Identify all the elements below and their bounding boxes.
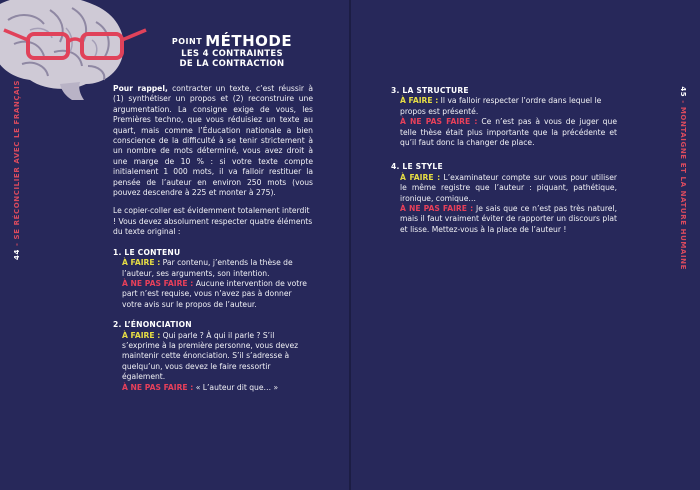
anepas-block — [400, 204, 617, 235]
running-head-right — [679, 70, 696, 270]
anepas-label: À NE PAS FAIRE : — [400, 204, 474, 214]
anepas-text: « L’auteur dit que… » — [193, 382, 279, 392]
anepas-label: À NE PAS FAIRE : — [400, 117, 478, 127]
anepas-block — [122, 383, 313, 393]
method-title — [162, 34, 302, 49]
right-column — [391, 86, 617, 235]
method-box — [162, 34, 302, 68]
afaire-block — [400, 96, 617, 117]
anepas-text: Aucune intervention de votre part n’est requise, vous n’avez pas à donner votre avis sur le propos de l’auteur. — [122, 278, 307, 309]
section-title: 1. LE CONTENU — [113, 247, 181, 257]
anepas-block — [122, 279, 313, 310]
running-head-title-left: SE RÉCONCILIER AVEC LE FRANÇAIS — [13, 80, 21, 240]
section-title: 3. LA STRUCTURE — [391, 86, 469, 95]
anepas-label: À NE PAS FAIRE : — [122, 382, 194, 392]
section-enonciation — [113, 320, 313, 393]
intro-lead: Pour rappel, — [113, 84, 168, 93]
afaire-label: À FAIRE : — [122, 330, 161, 340]
running-head-separator: - — [13, 239, 21, 250]
afaire-block — [400, 173, 617, 204]
afaire-text: Qui parle ? À qui il parle ? S’il s’exprime à la première personne, vous devez maintenir cette énonciation. S’il s’adresse à quelqu’un, vous devez le faire ressortir également. — [122, 330, 299, 382]
section-contenu — [113, 248, 313, 310]
page-number-left: 44 — [13, 249, 21, 260]
section-title: 2. L’ÉNONCIATION — [113, 320, 192, 330]
anepas-block — [400, 117, 617, 148]
afaire-text: L’examinateur compte sur vous pour utiliser le même registre que l’auteur : piquant, pathétique, ironique, comique… — [400, 172, 617, 203]
afaire-text: Par contenu, j’entends la thèse de l’auteur, ses arguments, son intention. — [122, 258, 293, 278]
section-style — [391, 162, 617, 235]
afaire-label: À FAIRE : — [400, 96, 439, 106]
afaire-text: Il va falloir respecter l’ordre dans lequel le propos est présenté. — [400, 96, 602, 116]
intro-paragraph — [113, 84, 313, 198]
method-subtitle-line2: DE LA CONTRACTION — [179, 58, 285, 69]
section-title: 4. LE STYLE — [391, 162, 443, 172]
running-head-title-right: MONTAIGNE ET LA NATURE HUMAINE — [679, 106, 687, 270]
afaire-label: À FAIRE : — [400, 172, 441, 182]
intro-text: contracter un texte, c’est réussir à (1) synthétiser un propos et (2) reconstruire une argumentation. La consigne exige de vous, les Premières techno, que vous réduisiez un texte au quart, mais comme l’Éducation nationale a bien conscience de la difficulté à se tenir strictement à un nombre de mots déterminé, vous avez droit à une marge de 10 % : si votre texte compte initialement 1 000 mots, il va falloir restituer la pensée de l’auteur en environ 250 mots (vous pouvez descendre à 225 et monter à 275). — [113, 84, 313, 198]
afaire-label: À FAIRE : — [122, 258, 161, 268]
section-structure — [391, 86, 617, 148]
running-head-left — [4, 70, 21, 260]
method-point-label: POINT — [171, 37, 203, 46]
anepas-label: À NE PAS FAIRE : — [122, 278, 194, 288]
page-number-right: 45 — [679, 86, 687, 98]
method-methode-label: MÉTHODE — [205, 32, 293, 50]
anepas-text: Ce n’est pas à vous de juger que telle thèse était plus importante que la précédente et qu’il faut donc la changer de place. — [400, 117, 617, 148]
intro-paragraph-2: Le copier-coller est évidemment totalement interdit ! Vous devez absolument respecter quatre éléments du texte original : — [113, 206, 313, 237]
running-head-separator: - — [679, 97, 687, 107]
method-subtitle-line1: LES 4 CONTRAINTES — [181, 49, 283, 59]
anepas-text: Je sais que ce n’est pas très naturel, mais il faut vraiment éviter de rapporter un discours plat et lisse. Mettez-vous à la place de l’auteur ! — [400, 204, 617, 234]
afaire-block — [122, 258, 313, 279]
afaire-block — [122, 331, 313, 383]
right-page — [351, 0, 700, 490]
left-column — [113, 84, 313, 393]
left-page — [0, 0, 349, 490]
